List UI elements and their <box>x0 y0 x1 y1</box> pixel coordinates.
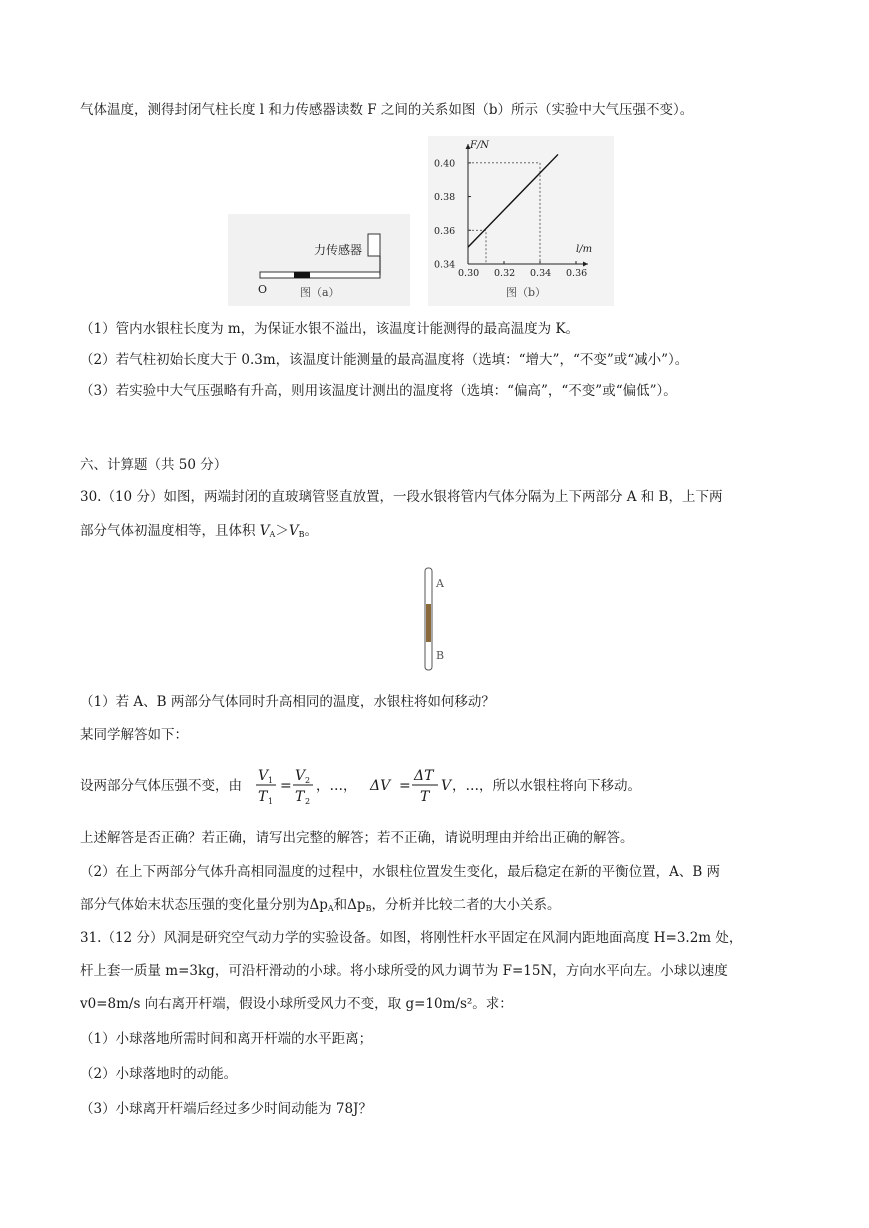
svg-text:2: 2 <box>305 776 311 785</box>
question-1: （1）管内水银柱长度为 m，为保证水银不溢出，该温度计能测得的最高温度为 K。 <box>80 321 580 337</box>
problem-30-question-2-line-1: （2）在上下两部分气体升高相同温度的过程中，水银柱位置发生变化，最后稳定在新的平衡位置，A、B 两 <box>80 864 721 880</box>
intro-text: 气体温度，测得封闭气柱长度 l 和力传感器读数 F 之间的关系如图（b）所示（实验中大气压强不变）。 <box>80 102 694 118</box>
problem-31-question-2: （2）小球落地时的动能。 <box>80 1066 238 1082</box>
sensor-label: 力传感器 <box>314 243 363 257</box>
formula-dv: ΔV <box>370 778 391 794</box>
question-3: （3）若实验中大气压强略有升高，则用该温度计测出的温度将（选填：“偏高”，“不变”或“偏低”）。 <box>80 383 677 399</box>
tube-label-b: B <box>436 649 445 662</box>
svg-text:=: = <box>399 778 411 794</box>
y-tick-label: 0.40 <box>434 158 456 170</box>
problem-31-line-3: v0=8m/s 向右离开杆端，假设小球所受风力不变，取 g=10m/s²。求： <box>80 996 513 1012</box>
series-line <box>468 154 558 247</box>
tube-label-a: A <box>436 577 444 590</box>
svg-text:，…，: ，…， <box>316 778 357 794</box>
problem-31-line-1: 31.（12 分）风洞是研究空气动力学的实验设备。如图，将刚性杆水平固定在风洞内距地面高度 H=3.2m 处， <box>80 930 743 946</box>
x-axis-label: l/m <box>576 244 593 255</box>
formula-dt: ΔT <box>414 768 434 784</box>
svg-text:=: = <box>280 778 292 794</box>
figure-b <box>428 136 614 306</box>
problem-31-line-2: 杆上套一质量 m=3kg，可沿杆滑动的小球。将小球所受的风力调节为 F=15N，方向水平向左。小球以速度 <box>80 963 728 979</box>
origin-label: O <box>258 283 268 296</box>
y-tick-label: 0.38 <box>434 192 456 204</box>
problem-30-line-1: 30.（10 分）如图，两端封闭的直玻璃管竖直放置，一段水银将管内气体分隔为上下两部分 A 和 B，上下两 <box>80 489 723 505</box>
x-tick-label: 0.34 <box>530 268 552 279</box>
formula-v1: V <box>258 768 269 784</box>
formula-prefix-text: 设两部分气体压强不变，由 <box>80 778 242 794</box>
figure-a-caption: 图（a） <box>300 286 340 299</box>
formula-v2: V <box>295 768 306 784</box>
x-axis-arrow <box>583 262 588 267</box>
problem-31-question-1: （1）小球落地所需时间和离开杆端的水平距离； <box>80 1031 373 1047</box>
problem-30-judge: 上述解答是否正确？若正确，请写出完整的解答；若不正确，请说明理由并给出正确的解答。 <box>80 830 634 846</box>
problem-30-question-1: （1）若 A、B 两部分气体同时升高相同的温度，水银柱将如何移动？ <box>80 694 495 710</box>
y-axis-label: F/N <box>470 140 490 151</box>
svg-text:1: 1 <box>268 776 274 785</box>
guide-line <box>468 163 540 264</box>
formula-t2: T <box>295 789 305 805</box>
svg-text:1: 1 <box>268 797 274 806</box>
svg-text:T: T <box>420 789 430 805</box>
chart-svg <box>428 136 614 306</box>
student-answer-intro: 某同学解答如下： <box>80 727 188 743</box>
x-tick-label: 0.32 <box>494 268 516 279</box>
problem-30-question-2-line-2: 部分气体始末状态压强的变化量分别为$\Delta p_A$和$\Delta p_B$，分析并比较二者的大小关系。 <box>80 897 561 913</box>
question-2: （2）若气柱初始长度大于 0.3m，该温度计能测量的最高温度将（选填：“增大”，“不变”或“减小”）。 <box>80 352 689 368</box>
figure-b-caption: 图（b） <box>506 286 547 299</box>
svg-text:V: V <box>441 778 452 794</box>
glass-tube-figure <box>390 562 480 677</box>
y-tick-label: 0.36 <box>434 225 456 237</box>
section-six-heading: 六、计算题（共 50 分） <box>80 457 228 473</box>
svg-text:2: 2 <box>305 797 311 806</box>
guide-line <box>468 230 486 264</box>
formula-math <box>252 762 672 808</box>
x-tick-label: 0.30 <box>458 268 480 279</box>
formula-suffix: ，…，所以水银柱将向下移动。 <box>452 778 641 794</box>
x-tick-label: 0.36 <box>566 268 588 279</box>
problem-31-question-3: （3）小球离开杆端后经过多少时间动能为 78J？ <box>80 1101 372 1117</box>
y-tick-label: 0.34 <box>434 259 456 271</box>
problem-30-line-2: 部分气体初温度相等，且体积 $V_A>V_B$。 <box>80 523 318 539</box>
formula-t1: T <box>258 789 268 805</box>
figure-a <box>228 214 410 306</box>
